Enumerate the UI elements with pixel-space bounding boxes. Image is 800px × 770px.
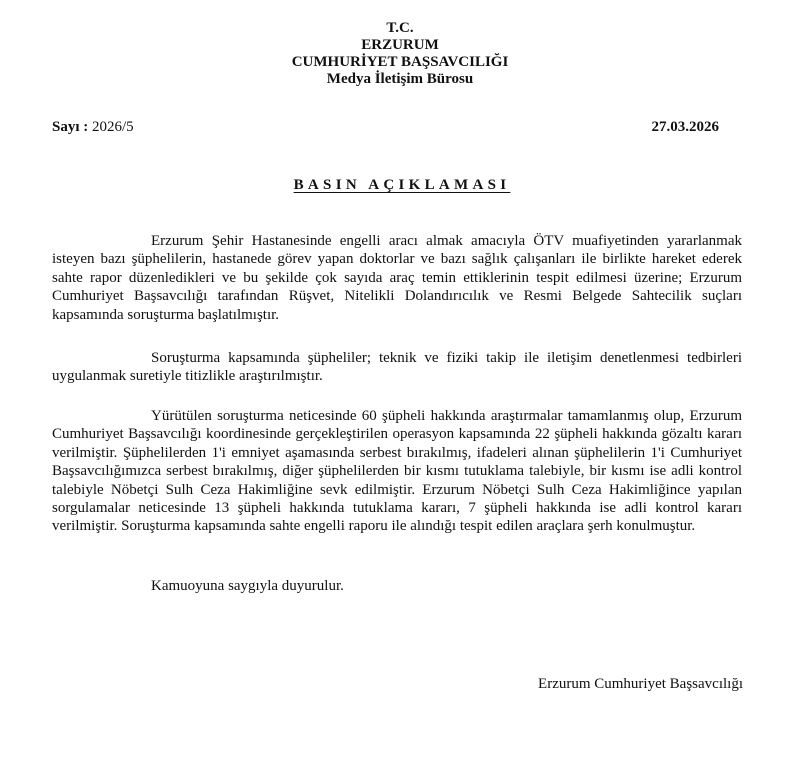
paragraph-closing <box>52 577 742 595</box>
document-number <box>52 119 134 136</box>
letterhead-city: ERZURUM <box>361 37 439 53</box>
document-title-wrap <box>0 176 800 194</box>
document-number-value: 2026/5 <box>92 119 134 135</box>
paragraph-3 <box>52 407 742 536</box>
letterhead <box>0 20 800 88</box>
letterhead-country: T.C. <box>386 20 414 36</box>
paragraph-text: Erzurum Şehir Hastanesinde engelli aracı almak amacıyla ÖTV muafiyetinden yararlanmak isteyen bazı şüphelilerin, hastanede görev yapan doktorlar ve bazı sağlık çalışanları ile birlikte hareket ederek sahte rapor düzenledikleri ve bu şekilde çok sayıda araç temin ettiklerinin tespit edilmesi üzerine; Erzurum Cumhuriyet Başsavcılığı tarafından Rüşvet, Nitelikli Dolandırıcılık ve Resmi Belgede Sahtecilik suçları kapsamında soruşturma başlatılmıştır. <box>52 233 742 323</box>
paragraph-2 <box>52 349 742 386</box>
document-title: BASIN AÇIKLAMASI <box>293 177 511 193</box>
paragraph-1 <box>52 232 742 324</box>
paragraph-text: Yürütülen soruşturma neticesinde 60 şüpheli hakkında araştırmalar tamamlanmış olup, Erzurum Cumhuriyet Başsavcılığı koordinesinde gerçekleştirilen operasyon kapsamında 22 şüpheli hakkında gözaltı kararı verilmiştir. Şüphelilerden 1'i emniyet aşamasında serbest bırakılmış, ifadeleri alınan şüphelilerin 1'i Cumhuriyet Başsavcılığımızca serbest bırakılmış, diğer şüphelilerden bir kısmı tutuklama talebiyle, bir kısmı ise adli kontrol talebiyle Nöbetçi Sulh Ceza Hakimliğine sevk edilmiştir. Erzurum Nöbetçi Sulh Ceza Hakimliğince yapılan sorgulamalar neticesinde 13 şüpheli hakkında tutuklama kararı, 7 şüpheli hakkında ise adli kontrol kararı verilmiştir. Soruşturma kapsamında sahte engelli raporu ile alındığı tespit edilen araçlara şerh konulmuştur. <box>52 408 742 535</box>
paragraph-text: Kamuoyuna saygıyla duyurulur. <box>151 578 344 594</box>
paragraph-text: Soruşturma kapsamında şüpheliler; teknik ve fiziki takip ile iletişim denetlenmesi tedbirleri uygulanmak suretiyle titizlikle araştırılmıştır. <box>52 350 742 385</box>
letterhead-department: Medya İletişim Bürosu <box>326 71 474 87</box>
letterhead-institution: CUMHURİYET BAŞSAVCILIĞI <box>291 54 509 70</box>
document-date: 27.03.2026 <box>651 119 719 135</box>
signature: Erzurum Cumhuriyet Başsavcılığı <box>538 676 743 692</box>
document-number-label: Sayı : <box>52 119 89 135</box>
